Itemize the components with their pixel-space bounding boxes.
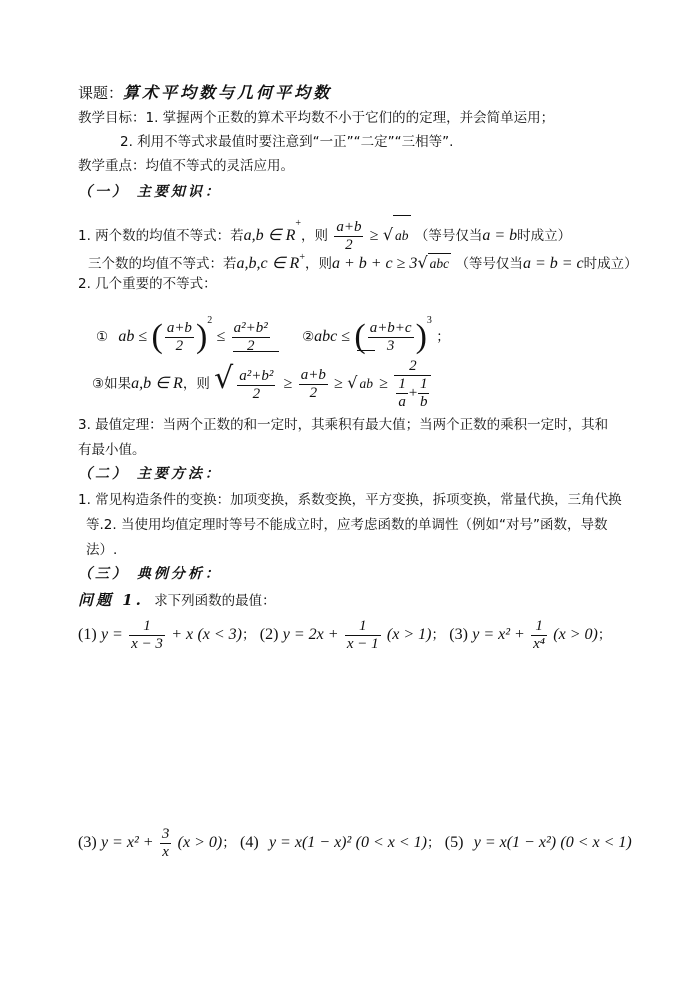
eq1-b-fraction: [345, 618, 381, 653]
sqrt-ab: ab: [393, 215, 411, 256]
title-text: 算术平均数与几何平均数: [123, 83, 333, 102]
eq2-a-num-top: 3: [161, 825, 170, 842]
eq2-b-expr: y = x(1 − x)²: [268, 834, 352, 851]
eq2-a-fraction: [160, 826, 172, 861]
eq2-b-domain: (0 < x < 1): [355, 834, 427, 851]
important-inequalities-heading: 2. 几个重要的不等式：: [78, 276, 217, 292]
eq1-a-lhs: y =: [100, 626, 123, 643]
eq1-b-lhs: y = 2x +: [282, 626, 339, 643]
ge-symbol-3: ≥: [379, 375, 389, 392]
eq2-c-expr: y = x(1 − x²): [473, 834, 557, 851]
focus-label: 教学重点：: [78, 158, 146, 174]
num-1: a+b: [166, 319, 192, 336]
cbrt-abc: abc: [428, 253, 452, 274]
eq1-a-semi: ；: [242, 627, 256, 643]
eq1-b-num: (2): [259, 626, 279, 643]
circle-number-3: ③: [92, 376, 105, 392]
eq2-a-den: x: [162, 843, 169, 860]
eq1-c-fraction: [531, 618, 547, 653]
den-4: 2: [252, 385, 261, 402]
goal-item-2: 2. 利用不等式求最值时要注意到“一正”“二定”“三相等”.: [120, 134, 454, 150]
eq1-c-semi: ；: [597, 627, 612, 643]
eq1-c-num-top: 1: [531, 618, 547, 636]
den-2: 2: [246, 337, 255, 354]
circle-number-2: ②: [302, 329, 315, 345]
den-3: 3: [386, 337, 395, 354]
ge-symbol-1: ≥: [283, 375, 293, 392]
focus-line: [78, 156, 294, 176]
math-abc-le: abc ≤: [314, 328, 351, 345]
num-6: 2: [394, 358, 431, 376]
num-4: a²+b²: [239, 367, 274, 384]
eq2-c-num: (5): [444, 834, 464, 851]
math-l1e: a = b: [482, 227, 518, 244]
text-l1c: ，则: [301, 228, 329, 244]
method-line-2: 等.2. 当使用均值定理时等号不能成立时，应考虑函数的单调性（例如“对号”函数，导数: [86, 517, 608, 533]
eq1-c-den: x⁴: [533, 635, 545, 652]
den-5: 2: [309, 384, 318, 401]
fraction-harmonic: [394, 358, 431, 411]
section-heading-2: （二） 主要方法：: [78, 466, 222, 482]
sqrt-ab-2: ab: [357, 350, 375, 417]
eq1-a-num: (1): [78, 626, 97, 643]
eq1-a-fraction: [129, 618, 165, 653]
inequality-row-1: ① ab ≤ ( $\frac{a+b}{2}$ )$^2$ ≤ $\frac{\text{a²+b²}}{2}$ ②abc ≤ ( $\frac{a+b+c}{3}$ )$^3$ ；: [96, 315, 450, 355]
eq1-a-den: x − 3: [131, 635, 163, 652]
text-l1f: 时成立）: [517, 228, 572, 244]
extremum-theorem-line-1: 3. 最值定理：当两个正数的和一定时，其乘积有最大值；当两个正数的乘积一定时，其和: [78, 417, 609, 433]
eq2-c-domain: (0 < x < 1): [560, 834, 632, 851]
eq2-a-domain: (x > 0): [177, 834, 223, 851]
eq2-b-semi: ；: [426, 835, 441, 851]
eq1-c-num: (3): [449, 626, 468, 643]
goal-label: 教学目标：: [78, 110, 146, 126]
eq1-b-den: x − 1: [346, 635, 379, 652]
goal-item-1: 1. 掌握两个正数的算术平均数不小于它们的的定理，并会简单运用；: [145, 110, 555, 126]
goal-line-1: [78, 108, 554, 128]
text-then: ，则: [182, 376, 210, 392]
problem-1: [78, 590, 276, 611]
equation-row-2: [78, 820, 632, 866]
num-5: a+b: [300, 366, 326, 383]
eq1-b-domain: (x > 1): [386, 626, 432, 643]
eq2-a-semi: ；: [222, 835, 236, 851]
problem-label: 问题 1.: [78, 591, 144, 609]
goal-line-2: [120, 132, 453, 152]
method-line-1: 1. 常见构造条件的变换：加项变换，系数变换，平方变换，拆项变换，常量代换，三角代换: [78, 492, 622, 508]
num-8: 1: [419, 375, 428, 392]
math-l2d: a + b + c ≥ 3: [331, 255, 418, 272]
math-cond: a,b ∈ R: [131, 375, 183, 392]
math-l1b: a,b ∈ R: [243, 227, 296, 244]
numerator: a+b: [336, 218, 362, 235]
text-l2g: 时成立）: [583, 256, 638, 272]
section-heading-3: （三） 典例分析：: [78, 566, 222, 582]
focus-text: 均值不等式的灵活应用。: [145, 158, 294, 174]
eq1-b-num-top: 1: [345, 618, 381, 636]
title-label: 课题：: [78, 84, 124, 102]
method-line-3: 法）.: [86, 542, 118, 558]
mean-inequality-two: 1. 两个数的均值不等式：若a,b ∈ R+，则 $\frac{a+b}{2}$ ≥ √ ab （等号仅当a = b时成立）: [78, 204, 571, 244]
eq1-c-domain: (x > 0): [553, 626, 598, 643]
page-title: [78, 83, 332, 103]
eq1-a-domain: (x < 3): [197, 626, 242, 643]
den-7: a: [398, 393, 406, 410]
ge-symbol: ≥: [369, 227, 379, 244]
num-2: a²+b²: [233, 319, 268, 336]
math-l2b: a,b,c ∈ R: [236, 255, 300, 272]
eq2-a-lhs: y = x² +: [100, 834, 154, 851]
ge-symbol-2: ≥: [334, 375, 343, 392]
den-1: 2: [175, 337, 184, 354]
semicolon: ；: [436, 329, 450, 345]
text-l2a: 三个数的均值不等式：若: [88, 256, 237, 272]
eq1-a-plus-x: + x: [171, 626, 194, 643]
eq1-c-lhs: y = x² +: [472, 626, 525, 643]
denominator: 2: [345, 236, 353, 253]
num-3: a+b+c: [369, 319, 412, 336]
num-7: 1: [398, 375, 406, 392]
eq1-a-num-top: 1: [129, 618, 165, 636]
text-l1d: （等号仅当: [414, 228, 483, 244]
harmonic-denominator: $\frac{1}{a}$ + $\frac{1}{b}$: [398, 375, 428, 410]
text-l1a: 1. 两个数的均值不等式：若: [78, 228, 244, 244]
text-l2c: ，则: [304, 256, 332, 272]
den-8: b: [419, 393, 428, 410]
circle-number-1: ①: [96, 329, 109, 345]
section-heading-1: （一） 主要知识：: [78, 184, 222, 200]
problem-text: 求下列函数的最值：: [154, 593, 276, 609]
le-symbol-1: ≤: [216, 328, 226, 345]
mean-inequality-three: 三个数的均值不等式：若a,b,c ∈ R+，则a + b + c ≥ 3√ abc （等号仅当a = b = c时成立）: [88, 252, 638, 272]
extremum-theorem-line-2: 有最小值。: [78, 442, 146, 458]
inequality-row-2: ③如果a,b ∈ R，则 √ $\frac{\text{a²+b²}}{2}$ ≥ $\frac{a+b}{2}$ ≥ √ ab ≥ 2 $\frac{1}{a}$ + $\frac{1}{b}$: [92, 346, 433, 412]
equation-row-1: [78, 612, 611, 658]
text-if: 如果: [104, 376, 132, 392]
eq1-b-semi: ；: [431, 627, 445, 643]
eq2-a-num: (3): [78, 834, 97, 851]
eq2-b-num: (4): [240, 834, 259, 851]
text-l2e: （等号仅当: [455, 256, 523, 272]
math-l2f: a = b = c: [522, 255, 584, 272]
fraction-5: [299, 367, 328, 402]
sqrt-fraction: [233, 351, 279, 418]
math-ab-le: ab ≤: [118, 328, 148, 345]
fraction-4: [237, 368, 275, 403]
